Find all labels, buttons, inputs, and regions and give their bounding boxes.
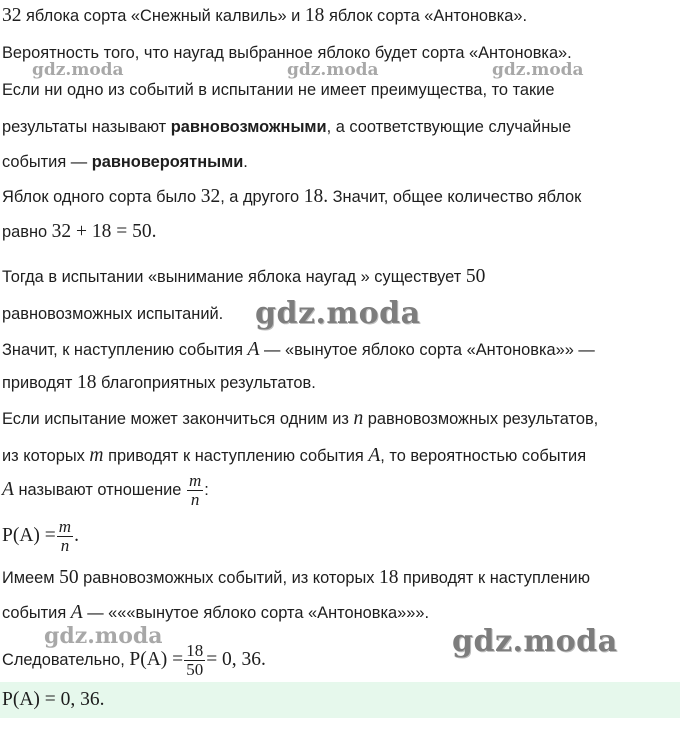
line-7: равно 32 + 18 = 50. <box>2 221 157 242</box>
line-6: Яблок одного сорта было 32, а другого 18. Значит, общее количество яблок <box>2 186 582 207</box>
line-15: P(A) = $\frac{m}{n}$ . <box>2 517 79 555</box>
line-10: Значит, к наступлению события A — «вынутое яблоко сорта «Антоновка»» — <box>2 339 595 360</box>
line-13: из которых m приводят к наступлению события A, то вероятностью события <box>2 445 587 466</box>
answer-line: P(A) = 0, 36. <box>2 689 105 710</box>
watermark: gdz.moda <box>452 624 618 659</box>
line-14: A называют отношение $\frac{m}{n}$ : <box>2 471 209 509</box>
watermark: gdz.moda <box>32 60 124 80</box>
fraction-m-over-n: $\frac{m}{n}$ <box>188 471 202 509</box>
line-16: Имеем 50 равновозможных событий, из которых 18 приводят к наступлению <box>2 567 591 588</box>
line-4: результаты называют равновозможными, а соответствующие случайные <box>2 118 572 136</box>
line-2: Вероятность того, что наугад выбранное яблоко будет сорта «Антоновка». <box>2 44 572 62</box>
watermark: gdz.moda <box>492 60 584 80</box>
watermark: gdz.moda <box>44 623 163 649</box>
fraction-m-over-n: $\frac{m}{n}$ <box>58 517 72 555</box>
line-1: 32 яблока сорта «Снежный калвиль» и 18 яблок сорта «Антоновка». <box>2 5 528 26</box>
line-18: Следовательно, P(A) = $\frac{18}{50}$ = 0, 36. <box>2 641 266 679</box>
fraction-18-over-50: $\frac{18}{50}$ <box>186 641 204 679</box>
line-3: Если ни одно из событий в испытании не имеет преимущества, то такие <box>2 81 555 99</box>
watermark: gdz.moda <box>255 296 421 331</box>
line-5: события — равновероятными. <box>2 153 248 171</box>
line-9: равновозможных испытаний. <box>2 305 224 323</box>
line-17: события A — «««вынутое яблоко сорта «Антоновка»»». <box>2 602 429 623</box>
line-12: Если испытание может закончиться одним из n равновозможных результатов, <box>2 408 599 429</box>
line-11: приводят 18 благоприятных результатов. <box>2 372 316 393</box>
line-8: Тогда в испытании «вынимание яблока наугад » существует 50 <box>2 266 486 287</box>
watermark: gdz.moda <box>287 60 379 80</box>
